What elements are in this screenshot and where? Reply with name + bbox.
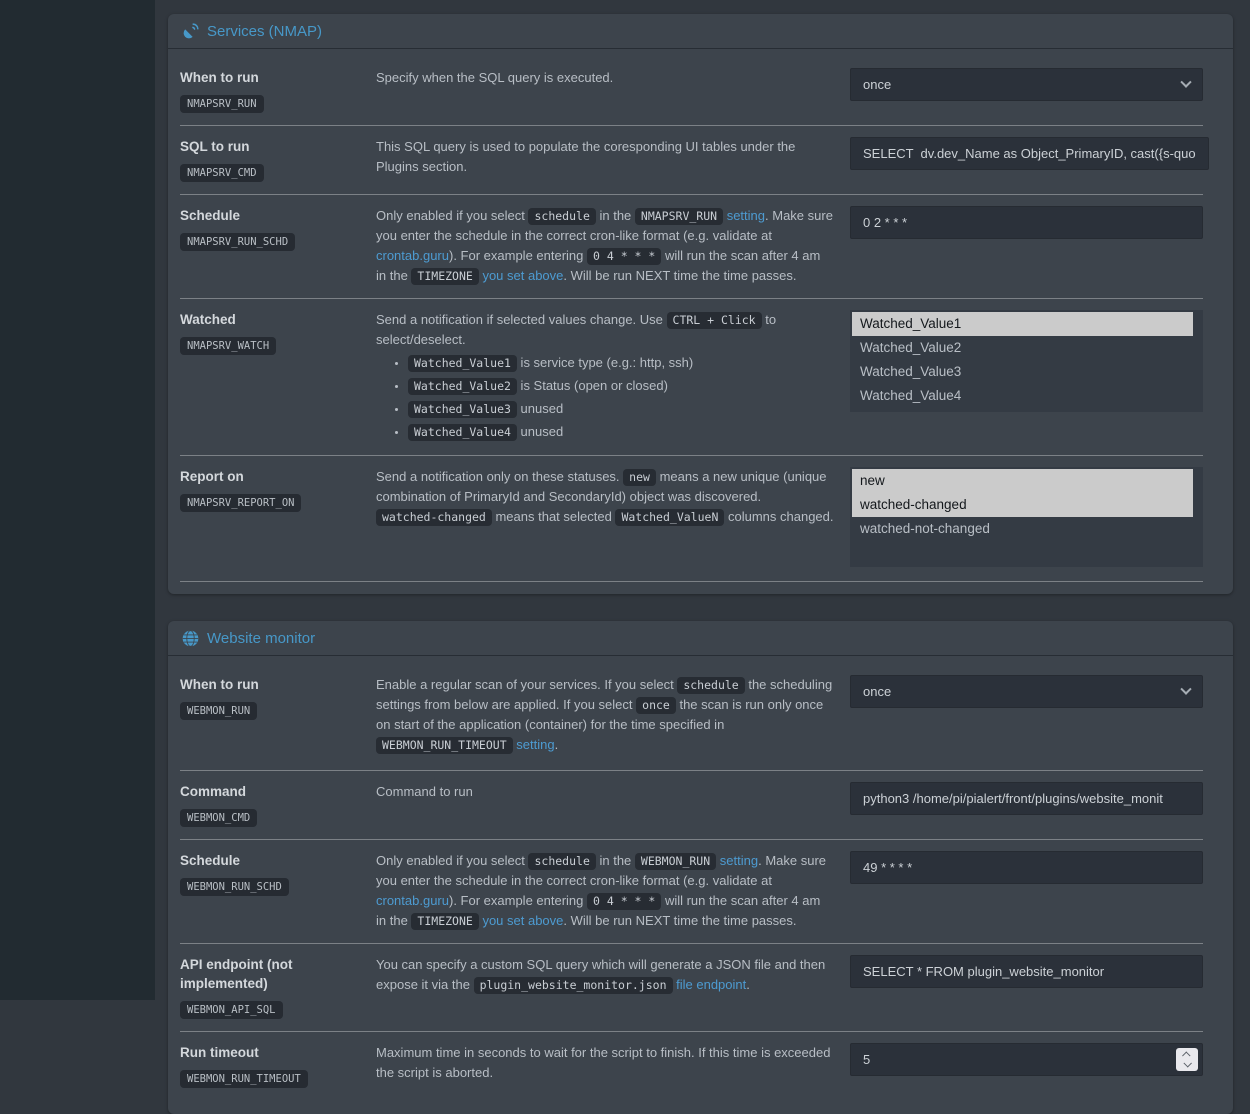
description-text: will run the scan after 4 am in the	[376, 248, 821, 283]
inline-code: Watched_Value1	[408, 355, 517, 372]
inline-code: WEBMON_RUN	[635, 853, 716, 870]
inline-code: once	[636, 697, 676, 714]
description-text: Only enabled if you select	[376, 853, 529, 868]
inline-code: Watched_ValueN	[615, 509, 724, 526]
setting-description	[376, 1043, 850, 1090]
description-text: Command to run	[376, 784, 473, 799]
input-value: 49 * * * *	[863, 860, 913, 875]
setting-label: Watched	[180, 312, 236, 327]
description-link[interactable]: you set above	[482, 268, 564, 283]
inline-code: new	[623, 469, 656, 486]
setting-control-cell	[850, 310, 1203, 412]
setting-code-badge: NMAPSRV_WATCH	[180, 337, 276, 355]
setting-description	[376, 955, 850, 1019]
setting-description	[376, 782, 850, 827]
description-paragraph	[376, 137, 834, 177]
description-link[interactable]: setting	[516, 737, 555, 752]
inline-code: 0 4 * * *	[587, 893, 661, 910]
inline-code: Watched_Value3	[408, 401, 517, 418]
input-WEBMON_API_SQL[interactable]	[850, 955, 1203, 988]
inline-code: Watched_Value2	[408, 378, 517, 395]
description-bullet-list	[376, 352, 834, 443]
description-link[interactable]: crontab.guru	[376, 248, 449, 263]
setting-code-badge: WEBMON_RUN_TIMEOUT	[180, 1070, 308, 1088]
settings-content	[155, 0, 1250, 1085]
panel-body	[168, 49, 1233, 594]
setting-control-cell	[850, 782, 1203, 815]
input-value: SELECT dv.dev_Name as Object_PrimaryID, cast({s-quo	[863, 146, 1196, 161]
setting-control-cell	[850, 206, 1203, 239]
input-value: SELECT * FROM plugin_website_monitor	[863, 964, 1105, 979]
setting-description	[376, 310, 850, 443]
input-WEBMON_CMD[interactable]	[850, 782, 1203, 815]
setting-description	[376, 137, 850, 182]
input-NMAPSRV_CMD[interactable]	[850, 137, 1209, 170]
setting-label-cell	[180, 955, 376, 1019]
description-text: . Make sure you enter the schedule in the correct cron-like format (e.g. validate at	[376, 208, 833, 243]
description-text: to select/deselect.	[376, 312, 777, 347]
listbox-option-Watched_Value4[interactable]: Watched_Value4	[860, 388, 962, 403]
bullet-item	[408, 421, 834, 443]
setting-control-cell	[850, 675, 1203, 708]
description-text: unused	[516, 424, 564, 439]
satellite-dish-icon	[182, 23, 199, 40]
settings-row-NMAPSRV_WATCH	[180, 299, 1203, 456]
setting-code-badge: WEBMON_RUN_SCHD	[180, 878, 289, 896]
description-text: .	[554, 737, 559, 752]
description-text: Send a notification only on these statuses.	[376, 469, 624, 484]
input-value: 0 2 * * *	[863, 215, 908, 230]
settings-panel-website-monitor	[168, 621, 1233, 1114]
setting-code-badge: NMAPSRV_RUN	[180, 95, 264, 113]
listbox-NMAPSRV_WATCH[interactable]	[850, 310, 1203, 412]
description-paragraph	[376, 467, 834, 527]
globe-icon	[182, 630, 199, 647]
inline-code: TIMEZONE	[411, 913, 478, 930]
panel-title: Services (NMAP)	[207, 23, 323, 40]
description-link[interactable]: you set above	[482, 913, 564, 928]
setting-description	[376, 68, 850, 113]
description-paragraph	[376, 1043, 834, 1083]
description-link[interactable]: setting	[726, 208, 766, 223]
description-text: ). For example entering	[449, 893, 588, 908]
setting-control-cell	[850, 137, 1209, 170]
setting-control-cell	[850, 467, 1203, 567]
setting-control-cell	[850, 851, 1203, 884]
description-text: unused	[516, 401, 564, 416]
setting-code-badge: NMAPSRV_CMD	[180, 164, 264, 182]
setting-label-cell	[180, 68, 376, 113]
setting-code-badge: WEBMON_RUN	[180, 702, 257, 720]
setting-label-cell	[180, 467, 376, 569]
inline-code: TIMEZONE	[411, 268, 478, 285]
setting-label: Command	[180, 784, 247, 799]
bullet-item	[408, 375, 834, 397]
setting-label: When to run	[180, 70, 259, 85]
settings-row-NMAPSRV_RUN	[180, 57, 1203, 126]
settings-row-WEBMON_CMD	[180, 771, 1203, 840]
setting-label: SQL to run	[180, 139, 250, 154]
number-spinner[interactable]	[1176, 1048, 1198, 1071]
description-text: Enable a regular scan of your services. If you select	[376, 677, 678, 692]
description-text: will run the scan after 4 am in the	[376, 893, 821, 928]
setting-code-badge: NMAPSRV_REPORT_ON	[180, 494, 301, 512]
inline-code: plugin_website_monitor.json	[474, 977, 673, 994]
inline-code: schedule	[677, 677, 744, 694]
description-text: Send a notification if selected values change. Use	[376, 312, 667, 327]
description-link[interactable]: crontab.guru	[376, 893, 449, 908]
description-paragraph	[376, 68, 834, 88]
bullet-item	[408, 398, 834, 420]
description-paragraph	[376, 782, 834, 802]
setting-label: Schedule	[180, 853, 241, 868]
spinner-down-icon[interactable]	[1183, 1059, 1191, 1067]
description-text: Specify when the SQL query is executed.	[376, 70, 614, 85]
settings-row-WEBMON_RUN	[180, 664, 1203, 771]
input-WEBMON_RUN_SCHD[interactable]	[850, 851, 1203, 884]
settings-panel-services-nmap	[168, 14, 1233, 594]
description-text: .	[746, 977, 750, 992]
setting-label-cell	[180, 851, 376, 931]
setting-label-cell	[180, 206, 376, 286]
sidebar	[0, 0, 155, 1000]
inline-code: CTRL + Click	[667, 312, 762, 329]
description-link[interactable]: file endpoint	[676, 977, 747, 992]
input-WEBMON_RUN_TIMEOUT[interactable]	[850, 1043, 1203, 1076]
inline-code: watched-changed	[376, 509, 492, 526]
description-text: the scan is run only once on start of the application (container) for the time specified in	[376, 697, 824, 732]
description-text: . Will be run NEXT time the time passes.	[563, 913, 797, 928]
setting-label-cell	[180, 1043, 376, 1090]
description-text: the scheduling settings from below are applied. If you select	[376, 677, 833, 712]
settings-row-WEBMON_RUN_SCHD	[180, 840, 1203, 944]
settings-row-WEBMON_API_SQL	[180, 944, 1203, 1032]
setting-label: Schedule	[180, 208, 241, 223]
inline-code: schedule	[528, 853, 595, 870]
settings-row-NMAPSRV_RUN_SCHD	[180, 195, 1203, 299]
setting-description	[376, 467, 850, 569]
setting-code-badge: WEBMON_CMD	[180, 809, 257, 827]
description-text: Maximum time in seconds to wait for the script to finish. If this time is exceeded the script is aborted.	[376, 1045, 831, 1080]
description-text: in the	[595, 853, 635, 868]
description-text: ). For example entering	[449, 248, 588, 263]
inline-code: NMAPSRV_RUN	[635, 208, 723, 225]
description-text: This SQL query is used to populate the coresponding UI tables under the Plugins section.	[376, 139, 796, 174]
setting-label-cell	[180, 782, 376, 827]
panel-body	[168, 656, 1233, 1114]
input-value: python3 /home/pi/pialert/front/plugins/website_monit	[863, 791, 1163, 806]
description-paragraph	[376, 206, 834, 286]
description-paragraph	[376, 675, 834, 755]
setting-label: Report on	[180, 469, 244, 484]
description-paragraph	[376, 851, 834, 931]
settings-row-NMAPSRV_REPORT_ON	[180, 456, 1203, 582]
description-text: in the	[595, 208, 635, 223]
description-text: means a new unique (unique combination of PrimaryId and SecondaryId) object was discovered.	[376, 469, 827, 504]
input-NMAPSRV_RUN_SCHD[interactable]	[850, 206, 1203, 239]
description-paragraph	[376, 310, 834, 350]
setting-code-badge: NMAPSRV_RUN_SCHD	[180, 233, 295, 251]
setting-control-cell	[850, 68, 1203, 101]
input-value: 5	[863, 1052, 871, 1067]
panel-header	[168, 621, 1233, 656]
bullet-item	[408, 352, 834, 374]
setting-label: Run timeout	[180, 1045, 259, 1060]
setting-label-cell	[180, 310, 376, 443]
select-value: once	[863, 684, 892, 699]
setting-description	[376, 851, 850, 931]
description-text: means that selected	[491, 509, 616, 524]
description-text: You can specify a custom SQL query which will generate a JSON file and then expose it via the	[376, 957, 826, 992]
listbox-option-watched-changed[interactable]: watched-changed	[852, 493, 1193, 517]
setting-control-cell	[850, 955, 1203, 988]
listbox-option-new[interactable]: new	[852, 469, 1193, 493]
select-value: once	[863, 77, 892, 92]
description-text: Only enabled if you select	[376, 208, 529, 223]
listbox-option-Watched_Value3[interactable]: Watched_Value3	[860, 364, 962, 379]
setting-label-cell	[180, 137, 376, 182]
chevron-down-icon	[1180, 683, 1191, 694]
inline-code: 0 4 * * *	[587, 248, 661, 265]
setting-code-badge: WEBMON_API_SQL	[180, 1001, 283, 1019]
inline-code: WEBMON_RUN_TIMEOUT	[376, 737, 513, 754]
description-text: . Will be run NEXT time the time passes.	[563, 268, 797, 283]
settings-row-WEBMON_RUN_TIMEOUT	[180, 1032, 1203, 1102]
select-NMAPSRV_RUN[interactable]	[850, 68, 1203, 101]
chevron-down-icon	[1180, 76, 1191, 87]
description-text: is Status (open or closed)	[516, 378, 668, 393]
listbox-NMAPSRV_REPORT_ON[interactable]	[850, 467, 1203, 567]
setting-description	[376, 206, 850, 286]
description-paragraph	[376, 955, 834, 995]
panel-title: Website monitor	[207, 630, 316, 647]
listbox-option-Watched_Value2[interactable]: Watched_Value2	[860, 340, 962, 355]
setting-label: When to run	[180, 677, 259, 692]
description-link[interactable]: setting	[719, 853, 759, 868]
listbox-option-watched-not-changed[interactable]: watched-not-changed	[860, 521, 990, 536]
select-WEBMON_RUN[interactable]	[850, 675, 1203, 708]
listbox-option-Watched_Value1[interactable]: Watched_Value1	[852, 312, 1193, 336]
inline-code: schedule	[528, 208, 595, 225]
setting-label: API endpoint (not implemented)	[180, 957, 293, 991]
settings-row-NMAPSRV_CMD	[180, 126, 1203, 195]
description-text: columns changed.	[724, 509, 834, 524]
panel-header	[168, 14, 1233, 49]
description-text: is service type (e.g.: http, ssh)	[516, 355, 694, 370]
description-text: . Make sure you enter the schedule in the correct cron-like format (e.g. validate at	[376, 853, 827, 888]
setting-description	[376, 675, 850, 758]
inline-code: Watched_Value4	[408, 424, 517, 441]
setting-label-cell	[180, 675, 376, 758]
setting-control-cell	[850, 1043, 1203, 1076]
